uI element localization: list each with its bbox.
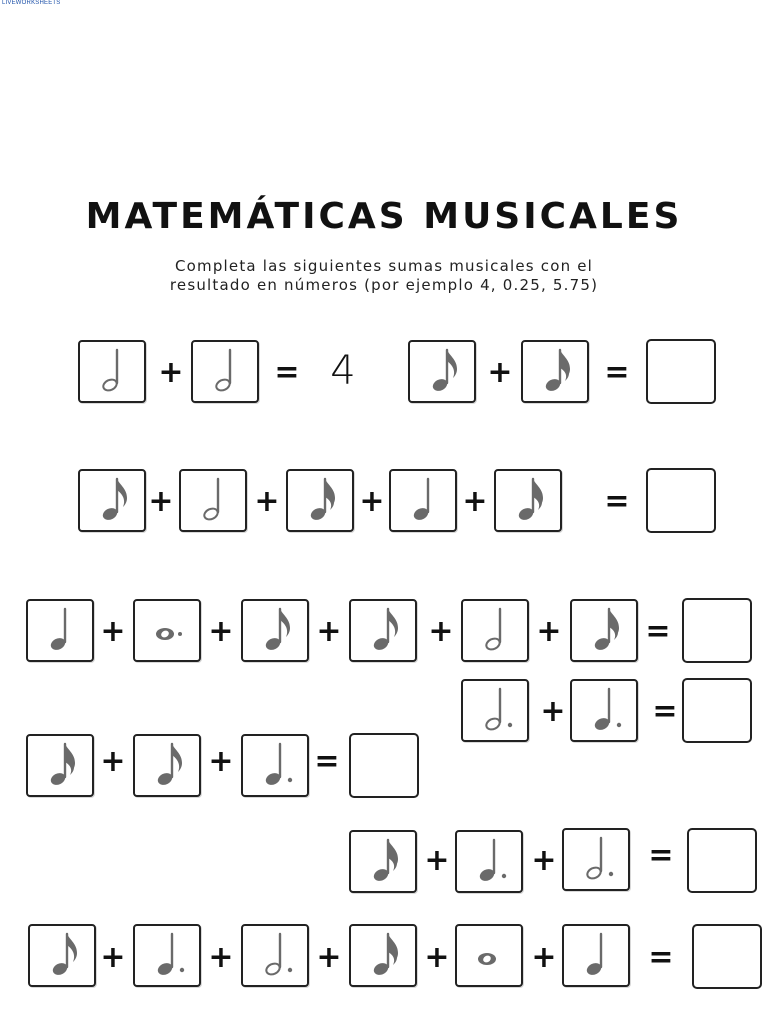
answer-box[interactable] — [682, 598, 752, 663]
sixteenth-note-icon — [28, 736, 92, 795]
note-card — [26, 734, 94, 797]
plus-sign: + — [208, 744, 234, 779]
instructions-line-1: Completa las siguientes sumas musicales con el — [174, 257, 594, 275]
quarter-note-icon — [28, 601, 92, 660]
half-note-icon — [80, 342, 144, 401]
half-note-icon — [193, 342, 257, 401]
eighth-note-icon — [410, 342, 474, 401]
quarter-note-icon — [564, 926, 628, 985]
eighth-note-icon — [351, 601, 415, 660]
equals-sign: = — [645, 614, 671, 649]
note-card — [133, 599, 201, 662]
quarter-note-icon — [391, 471, 455, 530]
plus-sign: + — [424, 843, 450, 878]
plus-sign: + — [100, 614, 126, 649]
note-card — [521, 340, 589, 403]
instructions — [0, 257, 768, 295]
page-title: MATEMÁTICAS MUSICALES — [85, 196, 683, 237]
equals-sign: = — [648, 838, 674, 873]
note-card — [241, 599, 309, 662]
plus-sign: + — [100, 940, 126, 975]
plus-sign: + — [462, 484, 488, 519]
dotted-half-note-icon — [243, 926, 307, 985]
answer-box[interactable] — [349, 733, 419, 798]
note-card — [28, 924, 96, 987]
plus-sign: + — [158, 355, 184, 390]
plus-sign: + — [424, 940, 450, 975]
sixteenth-note-icon — [523, 342, 587, 401]
note-card — [78, 340, 146, 403]
note-card — [191, 340, 259, 403]
note-card — [241, 924, 309, 987]
equals-sign: = — [604, 484, 630, 519]
plus-sign: + — [208, 614, 234, 649]
note-card — [26, 599, 94, 662]
note-card — [494, 469, 562, 532]
half-note-icon — [181, 471, 245, 530]
note-card — [179, 469, 247, 532]
plus-sign: + — [487, 355, 513, 390]
eighth-note-icon — [30, 926, 94, 985]
plus-sign: + — [359, 484, 385, 519]
plus-sign: + — [428, 614, 454, 649]
note-card — [408, 340, 476, 403]
answer-box[interactable] — [687, 828, 757, 893]
whole-note-icon — [457, 926, 521, 985]
plus-sign: + — [540, 694, 566, 729]
note-card — [241, 734, 309, 797]
dotted-half-note-icon — [564, 830, 628, 889]
half-note-icon — [463, 601, 527, 660]
sixteenth-note-icon — [351, 832, 415, 891]
eighth-note-icon — [135, 736, 199, 795]
plus-sign: + — [531, 940, 557, 975]
equals-sign: = — [648, 940, 674, 975]
note-card — [133, 734, 201, 797]
answer-box[interactable] — [646, 339, 716, 404]
plus-sign: + — [208, 940, 234, 975]
plus-sign: + — [316, 940, 342, 975]
sixteenth-note-icon — [351, 926, 415, 985]
dotted-quarter-note-icon — [457, 832, 521, 891]
equals-sign: = — [604, 355, 630, 390]
note-card — [349, 830, 417, 893]
equals-sign: = — [652, 694, 678, 729]
instructions-line-2: resultado en números (por ejemplo 4, 0.25, 5.75) — [169, 276, 599, 294]
answer-box[interactable] — [692, 924, 762, 989]
equals-sign: = — [314, 744, 340, 779]
note-card — [461, 599, 529, 662]
watermark-logo: LIVEWORKSHEETS — [2, 0, 61, 6]
note-card — [562, 924, 630, 987]
note-card — [389, 469, 457, 532]
answer-box[interactable] — [646, 468, 716, 533]
dotted-whole-note-icon — [135, 601, 199, 660]
note-card — [455, 830, 523, 893]
dotted-quarter-note-icon — [135, 926, 199, 985]
dotted-quarter-note-icon — [572, 681, 636, 740]
sixteenth-note-icon — [572, 601, 636, 660]
plus-sign: + — [536, 614, 562, 649]
plus-sign: + — [100, 744, 126, 779]
example-answer: 4 — [330, 348, 356, 394]
note-card — [461, 679, 529, 742]
note-card — [349, 599, 417, 662]
note-card — [562, 828, 630, 891]
plus-sign: + — [531, 843, 557, 878]
note-card — [570, 599, 638, 662]
eighth-note-icon — [243, 601, 307, 660]
note-card — [570, 679, 638, 742]
sixteenth-note-icon — [288, 471, 352, 530]
plus-sign: + — [316, 614, 342, 649]
plus-sign: + — [254, 484, 280, 519]
note-card — [78, 469, 146, 532]
note-card — [286, 469, 354, 532]
dotted-half-note-icon — [463, 681, 527, 740]
note-card — [455, 924, 523, 987]
dotted-quarter-note-icon — [243, 736, 307, 795]
answer-box[interactable] — [682, 678, 752, 743]
note-card — [349, 924, 417, 987]
plus-sign: + — [148, 484, 174, 519]
note-card — [133, 924, 201, 987]
eighth-note-icon — [80, 471, 144, 530]
equals-sign: = — [274, 355, 300, 390]
sixteenth-note-icon — [496, 471, 560, 530]
